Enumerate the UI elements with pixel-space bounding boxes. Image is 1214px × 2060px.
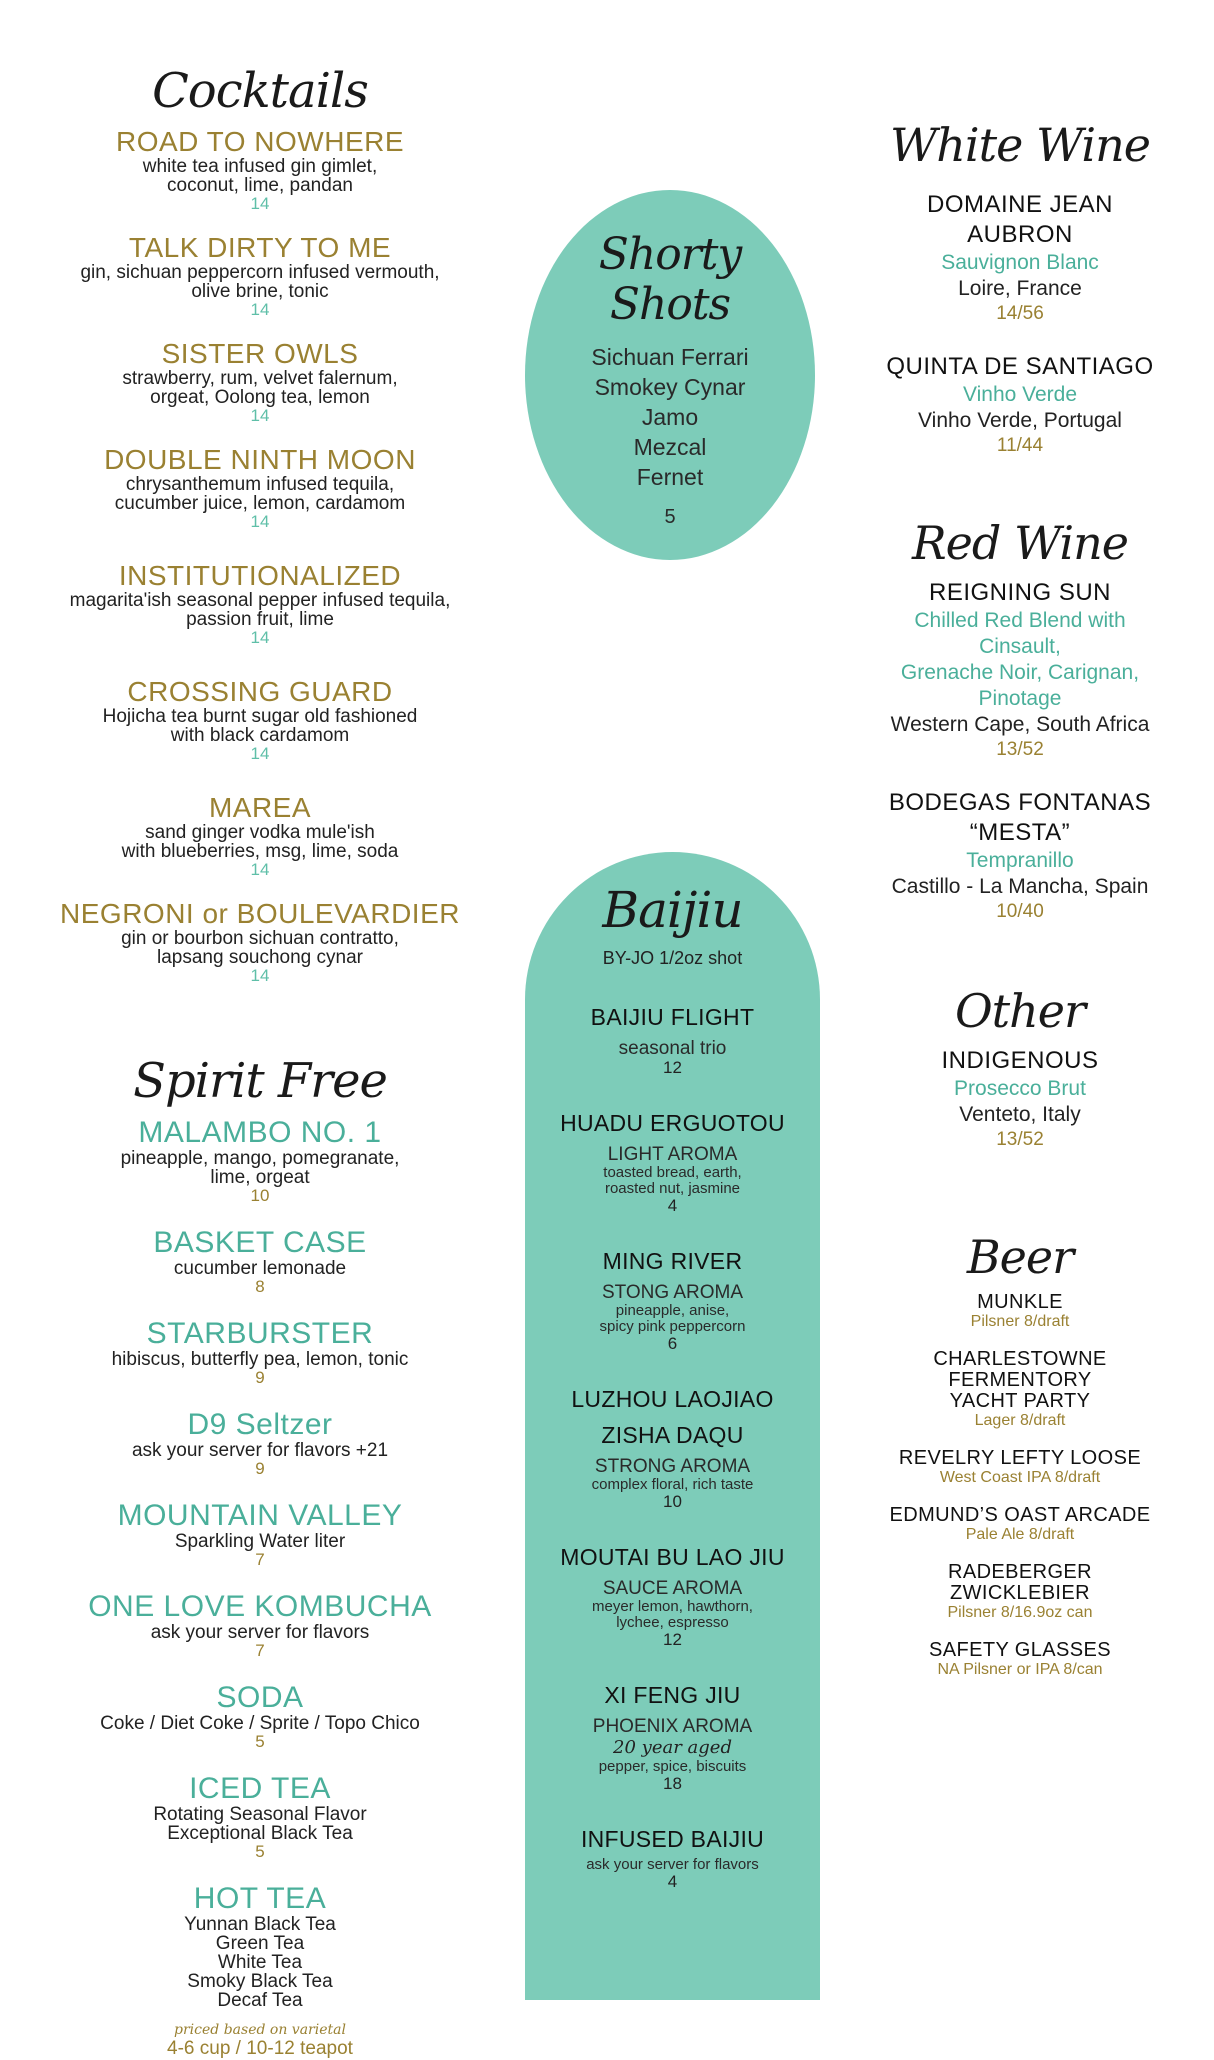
cocktail-desc: with black cardamom (170, 725, 350, 746)
tea-price-note: priced based on varietal (174, 2022, 346, 2038)
other-list (860, 1046, 1180, 1152)
baijiu-aroma: STRONG AROMA (594, 1456, 751, 1477)
beer-meta: Pilsner 8/16.9oz can (947, 1604, 1093, 1621)
shorty-shots-oval (525, 190, 815, 560)
baijiu-price: 4 (667, 1196, 678, 1215)
cocktail-desc: sand ginger vodka mule'ish (145, 822, 375, 843)
cocktail-price: 14 (250, 194, 270, 213)
beer-name: SAFETY GLASSES (929, 1639, 1111, 1661)
baijiu-aroma: SAUCE AROMA (602, 1578, 743, 1599)
cocktail-desc: strawberry, rum, velvet falernum, (122, 368, 398, 389)
spirit-free-price: 10 (250, 1186, 270, 1205)
cocktail-name: ROAD TO NOWHERE (115, 126, 405, 157)
baijiu-desc: seasonal trio (618, 1038, 727, 1059)
spirit-free-price: 5 (255, 1732, 265, 1751)
red_wine-price: 13/52 (996, 739, 1044, 760)
spirit-free-desc: Exceptional Black Tea (167, 1823, 353, 1844)
spirit-free-desc: Smoky Black Tea (187, 1971, 333, 1992)
baijiu-name: ZISHA DAQU (601, 1422, 744, 1448)
baijiu-item (525, 999, 820, 1077)
baijiu-desc: pineapple, anise, (615, 1302, 730, 1319)
baijiu-name: MOUTAI BU LAO JIU (560, 1544, 785, 1570)
baijiu-name: HUADU ERGUOTOU (560, 1110, 785, 1136)
red_wine-grape: Chilled Red Blend with (914, 609, 1126, 632)
spirit-free-desc: Sparkling Water liter (174, 1531, 346, 1552)
shot-item: Fernet (636, 464, 704, 490)
beer-name: REVELRY LEFTY LOOSE (898, 1447, 1142, 1469)
left-column (20, 55, 500, 2060)
red_wine-grape: Pinotage (978, 687, 1062, 710)
cocktail-name: DOUBLE NINTH MOON (104, 444, 416, 475)
spirit-free-name: ICED TEA (189, 1772, 331, 1805)
beer-name: CHARLESTOWNE (933, 1348, 1107, 1370)
baijiu-name: BAIJIU FLIGHT (590, 1004, 755, 1030)
spirit-free-name: BASKET CASE (153, 1226, 367, 1259)
beer-item (860, 1349, 1180, 1430)
other-grape: Prosecco Brut (954, 1077, 1086, 1100)
white_wine-grape: Vinho Verde (962, 383, 1078, 406)
spirit-free-price: 5 (255, 1842, 265, 1861)
baijiu-item (525, 1539, 820, 1649)
spirit-free-item (20, 1117, 500, 1205)
baijiu-item (525, 1821, 820, 1891)
spirit-free-price: 8 (255, 1277, 265, 1296)
cocktail-item (20, 233, 500, 319)
red_wine-grape: Tempranillo (966, 849, 1074, 872)
spirit-free-price: 7 (255, 1641, 265, 1660)
baijiu-name: LUZHOU LAOJIAO (571, 1386, 774, 1412)
cocktail-desc: white tea infused gin gimlet, (142, 156, 378, 177)
cocktail-item (20, 445, 500, 531)
tea-price: 4-6 cup / 10-12 teapot (167, 2038, 353, 2059)
red_wine-name: REIGNING SUN (928, 579, 1111, 606)
cocktail-desc: coconut, lime, pandan (167, 175, 353, 196)
beer-name: ZWICKLEBIER (950, 1582, 1090, 1604)
baijiu-price: 18 (663, 1774, 682, 1793)
beer-name: YACHT PARTY (949, 1390, 1091, 1412)
spirit-free-name: MALAMBO NO. 1 (138, 1116, 382, 1149)
cocktail-desc: lapsang souchong cynar (157, 947, 363, 968)
spirit-free-item (20, 1409, 500, 1478)
red-wine-title: Red Wine (912, 516, 1128, 570)
cocktail-desc: olive brine, tonic (191, 281, 329, 302)
shot-item: Mezcal (633, 434, 707, 460)
baijiu-aroma: PHOENIX AROMA (592, 1716, 753, 1737)
red_wine-item (860, 578, 1180, 762)
white-wine-title: White Wine (890, 118, 1150, 172)
cocktail-name: MAREA (208, 792, 312, 823)
cocktail-list (20, 127, 500, 985)
cocktail-price: 14 (250, 966, 270, 985)
baijiu-desc: ask your server for flavors (586, 1856, 759, 1873)
white-wine-list (860, 190, 1180, 458)
spirit-free-desc: cucumber lemonade (173, 1258, 347, 1279)
spirit-free-desc: lime, orgeat (210, 1167, 310, 1188)
right-column (860, 110, 1180, 1697)
spirit-free-item (20, 1883, 500, 2010)
shorty-shots-title (525, 230, 815, 330)
spirit-free-name: MOUNTAIN VALLEY (117, 1499, 403, 1532)
spirit-free-desc: Yunnan Black Tea (184, 1914, 336, 1935)
beer-meta: West Coast IPA 8/draft (939, 1469, 1101, 1486)
spirit-free-price: 9 (255, 1459, 265, 1478)
spirit-free-name: SODA (216, 1681, 304, 1714)
other-price: 13/52 (996, 1129, 1044, 1150)
red_wine-grape: Cinsault, (979, 635, 1061, 658)
red-wine-list (860, 578, 1180, 924)
baijiu-panel (525, 852, 820, 2000)
beer-item (860, 1562, 1180, 1622)
beer-meta: Lager 8/draft (974, 1412, 1066, 1429)
cocktail-price: 14 (250, 406, 270, 425)
beer-list (860, 1292, 1180, 1679)
spirit-free-desc: ask your server for flavors (150, 1622, 370, 1643)
spirit-free-name: D9 Seltzer (187, 1408, 333, 1441)
spirit-free-desc: Rotating Seasonal Flavor (153, 1804, 367, 1825)
red_wine-name: “MESTA” (969, 819, 1071, 846)
other-item (860, 1046, 1180, 1152)
spirit-free-title: Spirit Free (133, 1053, 387, 1109)
cocktail-price: 14 (250, 860, 270, 879)
baijiu-item (525, 1243, 820, 1353)
baijiu-desc: lychee, espresso (616, 1614, 729, 1631)
red_wine-grape: Grenache Noir, Carignan, (900, 661, 1140, 684)
baijiu-aged: 20 year aged (613, 1737, 732, 1758)
cocktail-desc: gin, sichuan peppercorn infused vermouth, (80, 262, 440, 283)
cocktail-item (20, 677, 500, 763)
baijiu-list (525, 999, 820, 1891)
spirit-free-desc: White Tea (217, 1952, 303, 1973)
beer-name: FERMENTORY (948, 1369, 1092, 1391)
baijiu-name: XI FENG JIU (604, 1682, 741, 1708)
cocktail-price: 14 (250, 512, 270, 531)
red_wine-item (860, 788, 1180, 924)
spirit-free-list (20, 1117, 500, 2010)
spirit-free-item (20, 1227, 500, 1296)
shorty-title-line1: Shorty (598, 229, 742, 280)
white_wine-price: 11/44 (996, 435, 1044, 456)
spirit-free-name: HOT TEA (193, 1882, 327, 1915)
cocktail-name: CROSSING GUARD (127, 676, 393, 707)
baijiu-desc: spicy pink peppercorn (599, 1318, 746, 1335)
baijiu-name: MING RIVER (602, 1248, 743, 1274)
cocktail-item (20, 339, 500, 425)
cocktail-price: 14 (250, 300, 270, 319)
cocktail-name: TALK DIRTY TO ME (128, 232, 392, 263)
beer-name: RADEBERGER (947, 1561, 1093, 1583)
cocktail-desc: chrysanthemum infused tequila, (125, 474, 395, 495)
spirit-free-item (20, 1591, 500, 1660)
beer-item (860, 1448, 1180, 1487)
other-region: Venteto, Italy (959, 1103, 1081, 1126)
baijiu-item (525, 1105, 820, 1215)
cocktail-price: 14 (250, 744, 270, 763)
shot-item: Jamo (641, 404, 699, 430)
cocktail-item (20, 793, 500, 879)
spirit-free-desc: hibiscus, butterfly pea, lemon, tonic (111, 1349, 409, 1370)
beer-item (860, 1640, 1180, 1679)
white_wine-price: 14/56 (996, 303, 1044, 324)
baijiu-desc: toasted bread, earth, (603, 1164, 742, 1181)
beer-name: EDMUND’S OAST ARCADE (889, 1504, 1151, 1526)
baijiu-desc: pepper, spice, biscuits (598, 1758, 747, 1775)
spirit-free-item (20, 1318, 500, 1387)
spirit-free-desc: Coke / Diet Coke / Sprite / Topo Chico (100, 1713, 420, 1734)
baijiu-desc: roasted nut, jasmine (604, 1180, 741, 1197)
red_wine-region: Western Cape, South Africa (890, 713, 1150, 736)
baijiu-desc: complex floral, rich taste (591, 1476, 754, 1493)
other-name: INDIGENOUS (941, 1047, 1099, 1074)
baijiu-subtitle: BY-JO 1/2oz shot (602, 948, 743, 968)
white_wine-item (860, 190, 1180, 326)
red_wine-name: BODEGAS FONTANAS (888, 789, 1152, 816)
baijiu-item (525, 1381, 820, 1511)
baijiu-item (525, 1677, 820, 1793)
cocktail-item (20, 127, 500, 213)
baijiu-title: Baijiu (602, 881, 743, 939)
cocktail-item (20, 899, 500, 985)
cocktail-price: 14 (250, 628, 270, 647)
baijiu-aroma: LIGHT AROMA (607, 1144, 738, 1165)
spirit-free-desc: ask your server for flavors +21 (131, 1440, 389, 1461)
shot-price: 5 (664, 506, 676, 528)
spirit-free-desc: pineapple, mango, pomegranate, (120, 1148, 400, 1169)
white_wine-region: Vinho Verde, Portugal (918, 409, 1122, 432)
cocktail-name: INSTITUTIONALIZED (118, 560, 402, 591)
white_wine-name: QUINTA DE SANTIAGO (886, 353, 1154, 380)
cocktail-desc: magarita'ish seasonal pepper infused tequila, (69, 590, 451, 611)
baijiu-price: 10 (663, 1492, 682, 1511)
white_wine-region: Loire, France (958, 277, 1082, 300)
other-title: Other (954, 984, 1086, 1038)
baijiu-name: INFUSED BAIJIU (580, 1826, 765, 1852)
spirit-free-item (20, 1682, 500, 1751)
spirit-free-name: ONE LOVE KOMBUCHA (88, 1590, 432, 1623)
beer-title: Beer (966, 1230, 1074, 1284)
spirit-free-price: 9 (255, 1368, 265, 1387)
cocktails-title: Cocktails (152, 63, 368, 119)
baijiu-price: 12 (663, 1058, 682, 1077)
white_wine-item (860, 352, 1180, 458)
baijiu-price: 4 (667, 1872, 678, 1891)
white_wine-name: AUBRON (967, 221, 1073, 248)
baijiu-price: 12 (663, 1630, 682, 1649)
baijiu-price: 6 (667, 1334, 678, 1353)
red_wine-price: 10/40 (996, 901, 1044, 922)
shot-item: Smokey Cynar (594, 374, 746, 400)
beer-name: MUNKLE (977, 1291, 1063, 1313)
cocktail-name: NEGRONI or BOULEVARDIER (60, 898, 460, 929)
shorty-title-line2: Shots (609, 279, 731, 330)
beer-meta: Pilsner 8/draft (970, 1313, 1070, 1330)
shot-item: Sichuan Ferrari (591, 344, 749, 370)
cocktail-desc: passion fruit, lime (186, 609, 334, 630)
cocktail-desc: gin or bourbon sichuan contratto, (121, 928, 399, 949)
baijiu-desc: meyer lemon, hawthorn, (592, 1598, 753, 1615)
cocktail-item (20, 561, 500, 647)
spirit-free-item (20, 1500, 500, 1569)
shot-list (525, 342, 815, 492)
spirit-free-item (20, 1773, 500, 1861)
baijiu-aroma: STONG AROMA (601, 1282, 744, 1303)
beer-item (860, 1505, 1180, 1544)
white_wine-name: DOMAINE JEAN (926, 191, 1114, 218)
spirit-free-desc: Green Tea (215, 1933, 305, 1954)
cocktail-desc: cucumber juice, lemon, cardamom (114, 493, 406, 514)
beer-item (860, 1292, 1180, 1331)
cocktail-desc: Hojicha tea burnt sugar old fashioned (102, 706, 418, 727)
spirit-free-price: 7 (255, 1550, 265, 1569)
cocktail-name: SISTER OWLS (161, 338, 359, 369)
white_wine-grape: Sauvignon Blanc (941, 251, 1099, 274)
cocktail-desc: orgeat, Oolong tea, lemon (150, 387, 370, 408)
beer-meta: Pale Ale 8/draft (965, 1526, 1075, 1543)
cocktail-desc: with blueberries, msg, lime, soda (121, 841, 399, 862)
beer-meta: NA Pilsner or IPA 8/can (937, 1661, 1103, 1678)
spirit-free-desc: Decaf Tea (217, 1990, 303, 2011)
red_wine-region: Castillo - La Mancha, Spain (891, 875, 1149, 898)
spirit-free-name: STARBURSTER (146, 1317, 374, 1350)
